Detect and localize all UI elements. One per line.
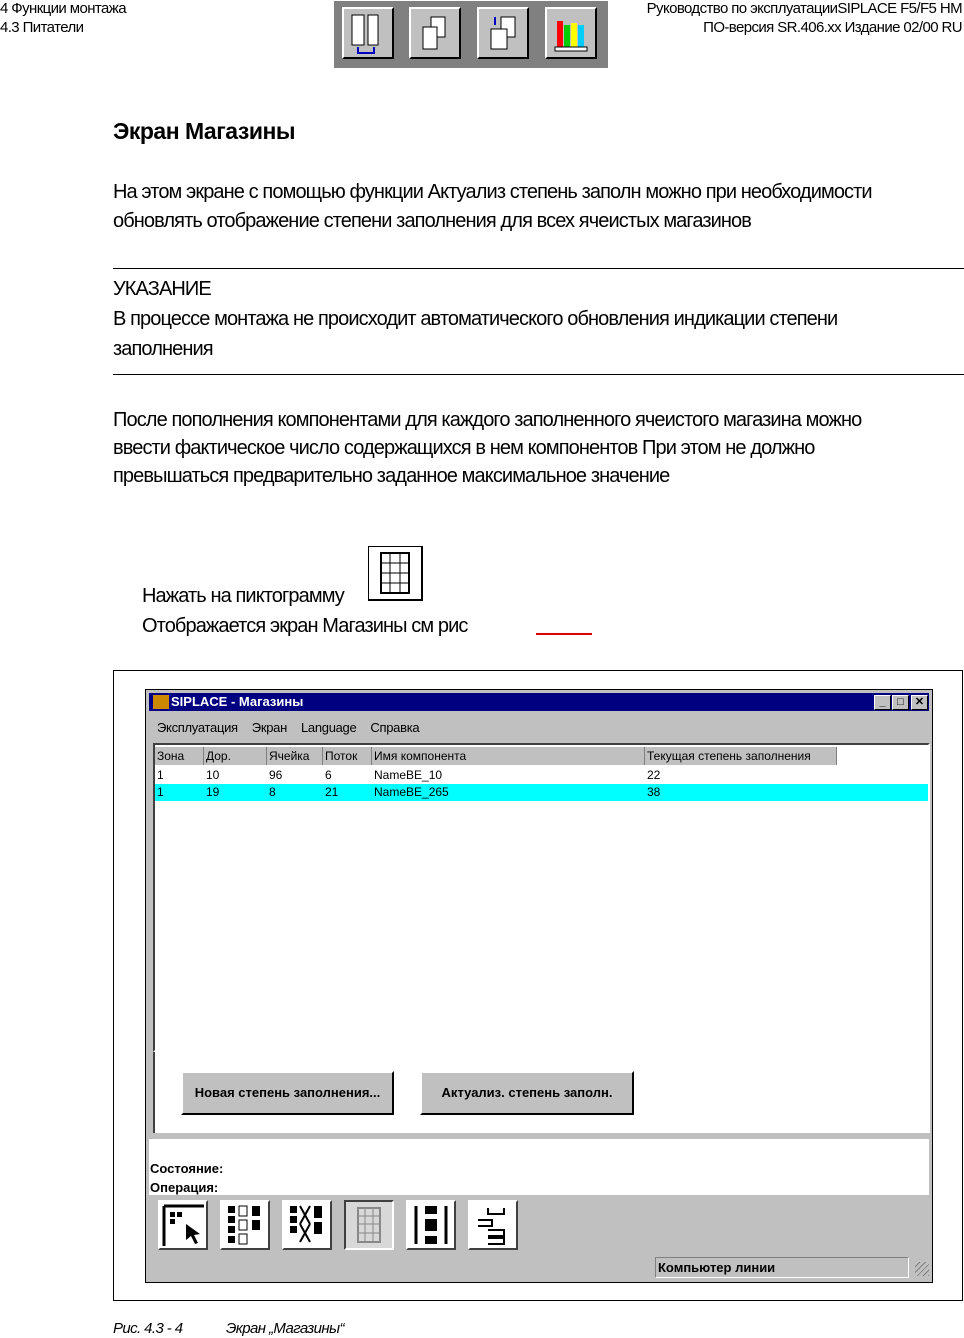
col-header[interactable]: Имя компонента [372,747,645,765]
statusbar-field: Компьютер линии [655,1257,909,1278]
divider [113,374,964,375]
tape-reel-icon[interactable] [406,1200,456,1250]
app-icon [153,695,169,709]
status-label: Состояние: [150,1161,224,1176]
update-fill-level-button[interactable]: Актуализ. степень заполн. [420,1071,634,1115]
manual-header: Руководство по эксплуатацииSIPLACE F5/F5 HM [646,0,962,17]
section-header: 4.3 Питатели [0,19,84,36]
new-fill-level-button[interactable]: Новая степень заполнения... [181,1071,394,1115]
select-pointer-icon[interactable] [158,1200,208,1250]
cell: 22 [647,768,661,782]
note-line: заполнения [113,338,213,360]
feeder-crossed-icon[interactable] [282,1200,332,1250]
copy-pages-icon[interactable] [409,7,461,59]
note-title: УКАЗАНИЕ [113,278,211,300]
menu-help[interactable]: Справка [370,720,420,735]
menu-language[interactable]: Language [300,720,357,735]
maximize-button[interactable]: □ [892,695,909,710]
tray-stack-icon[interactable] [468,1200,518,1250]
cell: 6 [325,768,332,782]
step-2: Отображается экран Магазины см рис [142,615,468,637]
resize-grip-icon[interactable] [915,1262,929,1276]
cell: 21 [325,785,339,799]
cell: 1 [157,768,164,782]
cell: 96 [269,768,283,782]
title-bar [149,693,929,711]
machine-setup-icon[interactable] [342,7,394,59]
figure-caption: Экран „Магазины“ [226,1320,344,1337]
step-1: Нажать на пиктограмму [142,585,344,607]
magazine-grid-tool-icon[interactable] [344,1200,394,1250]
para-line: ввести фактическое число содержащихся в нем компонентов При этом не должно [113,437,815,459]
cell: 10 [206,768,220,782]
menu-screen[interactable]: Экран [251,720,287,735]
replace-document-icon[interactable] [477,7,529,59]
menu-bar [157,720,433,735]
status-panel [149,1139,929,1195]
col-header[interactable]: Поток [323,747,372,765]
divider [113,268,964,269]
note-line: В процессе монтажа не происходит автоматического обновления индикации степени [113,308,838,330]
app-window [145,689,933,1283]
feeder-rack-icon[interactable] [220,1200,270,1250]
table-row[interactable] [155,767,928,784]
col-header[interactable]: Текущая степень заполнения [645,747,837,765]
cell: NameBE_265 [374,785,449,799]
intro-line: обновлять отображение степени заполнения для всех ячеистых магазинов [113,210,751,232]
para-line: После пополнения компонентами для каждого заполненного ячеистого магазина можно [113,409,862,431]
magazine-grid-icon [368,546,423,601]
operation-label: Операция: [150,1180,219,1195]
figure-reference-link[interactable] [536,633,592,635]
col-header[interactable]: Дор. [204,747,267,765]
cell: 1 [157,785,164,799]
magazine-table [153,743,930,1052]
intro-line: На этом экране с помощью функции Актуализ степень заполн можно при необходимости [113,181,872,203]
cell: 38 [647,785,661,799]
para-line: превышаться предварительно заданное максимальное значение [113,465,670,487]
minimize-button[interactable]: _ [874,695,891,710]
cell: NameBE_10 [374,768,443,782]
table-row-selected[interactable] [155,784,928,801]
cell: 19 [206,785,220,799]
col-header[interactable]: Зона [155,747,204,765]
version-header: ПО-версия SR.406.xx Издание 02/00 RU [703,19,962,36]
nav-toolbar [334,1,608,68]
figure-number: Рис. 4.3 - 4 [113,1320,183,1337]
close-button[interactable]: ✕ [911,695,928,710]
window-title: SIPLACE - Магазины [171,694,304,709]
cell: 8 [269,785,276,799]
page-title: Экран Магазины [113,118,295,144]
col-header[interactable]: Ячейка [267,747,323,765]
chapter-header: 4 Функции монтажа [0,0,126,17]
books-icon[interactable] [545,7,597,59]
menu-operation[interactable]: Эксплуатация [157,720,238,735]
